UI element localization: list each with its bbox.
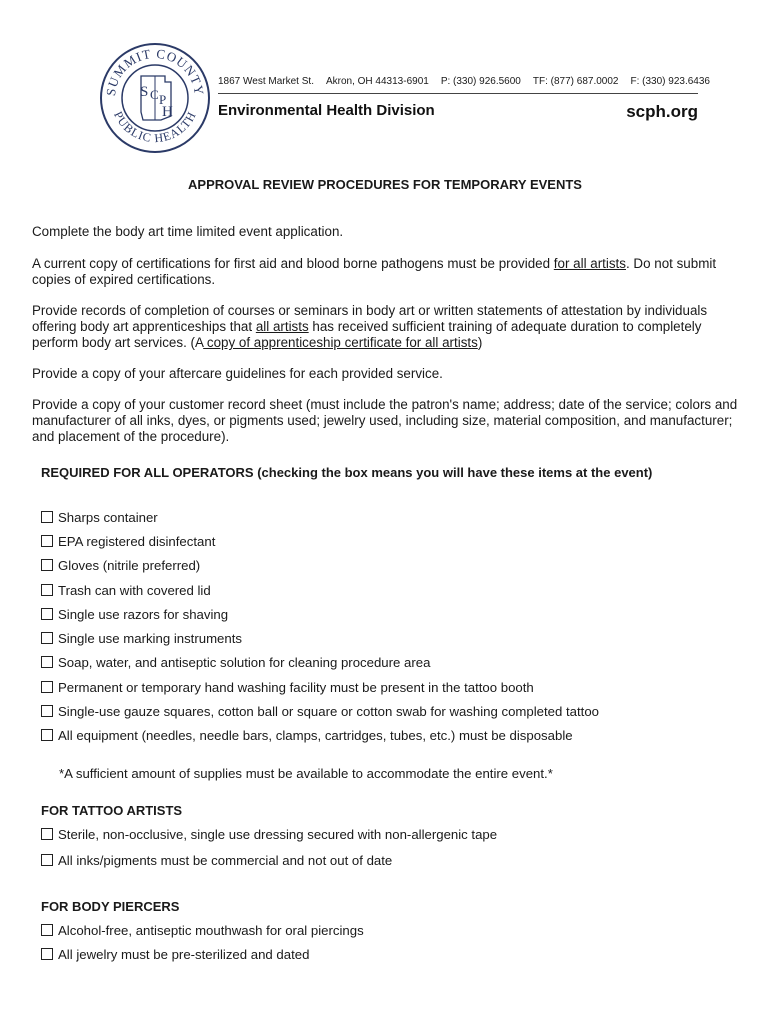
checklist-item: Sharps container [41,510,158,526]
operators-heading: REQUIRED FOR ALL OPERATORS (checking the box means you will have these items at the event) [41,465,653,480]
checklist-item: Trash can with covered lid [41,583,211,599]
paragraph-application: Complete the body art time limited event application. [32,224,344,239]
paragraph-training-records: Provide records of completion of courses or seminars in body art or written statements of attestation by individuals offering body art apprenticeships that all artists has received sufficient training of adequate duration to completely perform body art services. (A copy of apprenticeship certificate for all artists) [32,303,708,350]
checklist-item: Sterile, non-occlusive, single use dressing secured with non-allergenic tape [41,827,497,843]
checkbox[interactable] [41,681,53,693]
monogram-h: H [162,104,173,120]
monogram-s: S [140,84,149,100]
checklist-item: EPA registered disinfectant [41,534,215,550]
logo-top-text: SUMMIT COUNTY [102,45,208,97]
checklist-item: All jewelry must be pre-sterilized and dated [41,947,309,963]
checkbox[interactable] [41,924,53,936]
summit-county-public-health-logo [99,42,211,154]
checkbox[interactable] [41,608,53,620]
paragraph-certifications: A current copy of certifications for first aid and blood borne pathogens must be provided for all artists. Do not submit copies of expired certifications. [32,256,717,287]
checkbox[interactable] [41,584,53,596]
supplies-note: *A sufficient amount of supplies must be available to accommodate the entire event.* [59,766,553,781]
checklist-item: Alcohol-free, antiseptic mouthwash for oral piercings [41,923,364,939]
checklist-item: Soap, water, and antiseptic solution for cleaning procedure area [41,655,430,671]
logo-bottom-text: PUBLIC HEALTH [111,108,199,146]
website-link[interactable]: scph.org [626,102,698,121]
checkbox[interactable] [41,511,53,523]
checklist-item: Permanent or temporary hand washing facility must be present in the tattoo booth [41,680,534,696]
checklist-item: All equipment (needles, needle bars, clamps, cartridges, tubes, etc.) must be disposable [41,728,573,744]
checklist-item: Single use marking instruments [41,631,242,647]
checkbox[interactable] [41,729,53,741]
city: Akron, OH 44313-6901 [325,75,429,87]
paragraph-customer-record: Provide a copy of your customer record sheet (must include the patron's name; address; date of the service; colors and manufacturer of all inks, dyes, or pigments used; jewelry used, including size, material composition, and manufacturer; and placement of the procedure). [32,397,738,444]
checklist-item: Single use razors for shaving [41,607,228,623]
tattoo-heading: FOR TATTOO ARTISTS [41,803,183,818]
paragraph-aftercare: Provide a copy of your aftercare guidelines for each provided service. [32,366,443,381]
monogram-p: P [159,92,167,107]
address: 1867 West Market St. [218,75,314,87]
fax: F: (330) 923.6436 [630,75,710,87]
toll-free: TF: (877) 687.0002 [532,75,619,87]
checkbox[interactable] [41,535,53,547]
checklist-item: Gloves (nitrile preferred) [41,558,200,574]
checklist-item: All inks/pigments must be commercial and not out of date [41,853,392,869]
contact-line [218,74,710,88]
checkbox[interactable] [41,656,53,668]
checkbox[interactable] [41,854,53,866]
checkbox[interactable] [41,559,53,571]
header-rule [218,93,698,94]
checklist-item: Single-use gauze squares, cotton ball or square or cotton swab for washing completed tattoo [41,704,599,720]
page-title: APPROVAL REVIEW PROCEDURES FOR TEMPORARY EVENTS [188,177,582,192]
piercers-heading: FOR BODY PIERCERS [41,899,180,914]
division-name: Environmental Health Division [218,102,435,119]
checkbox[interactable] [41,705,53,717]
checkbox[interactable] [41,828,53,840]
monogram-c: C [150,87,159,102]
checkbox[interactable] [41,948,53,960]
checkbox[interactable] [41,632,53,644]
phone: P: (330) 926.5600 [440,75,521,87]
